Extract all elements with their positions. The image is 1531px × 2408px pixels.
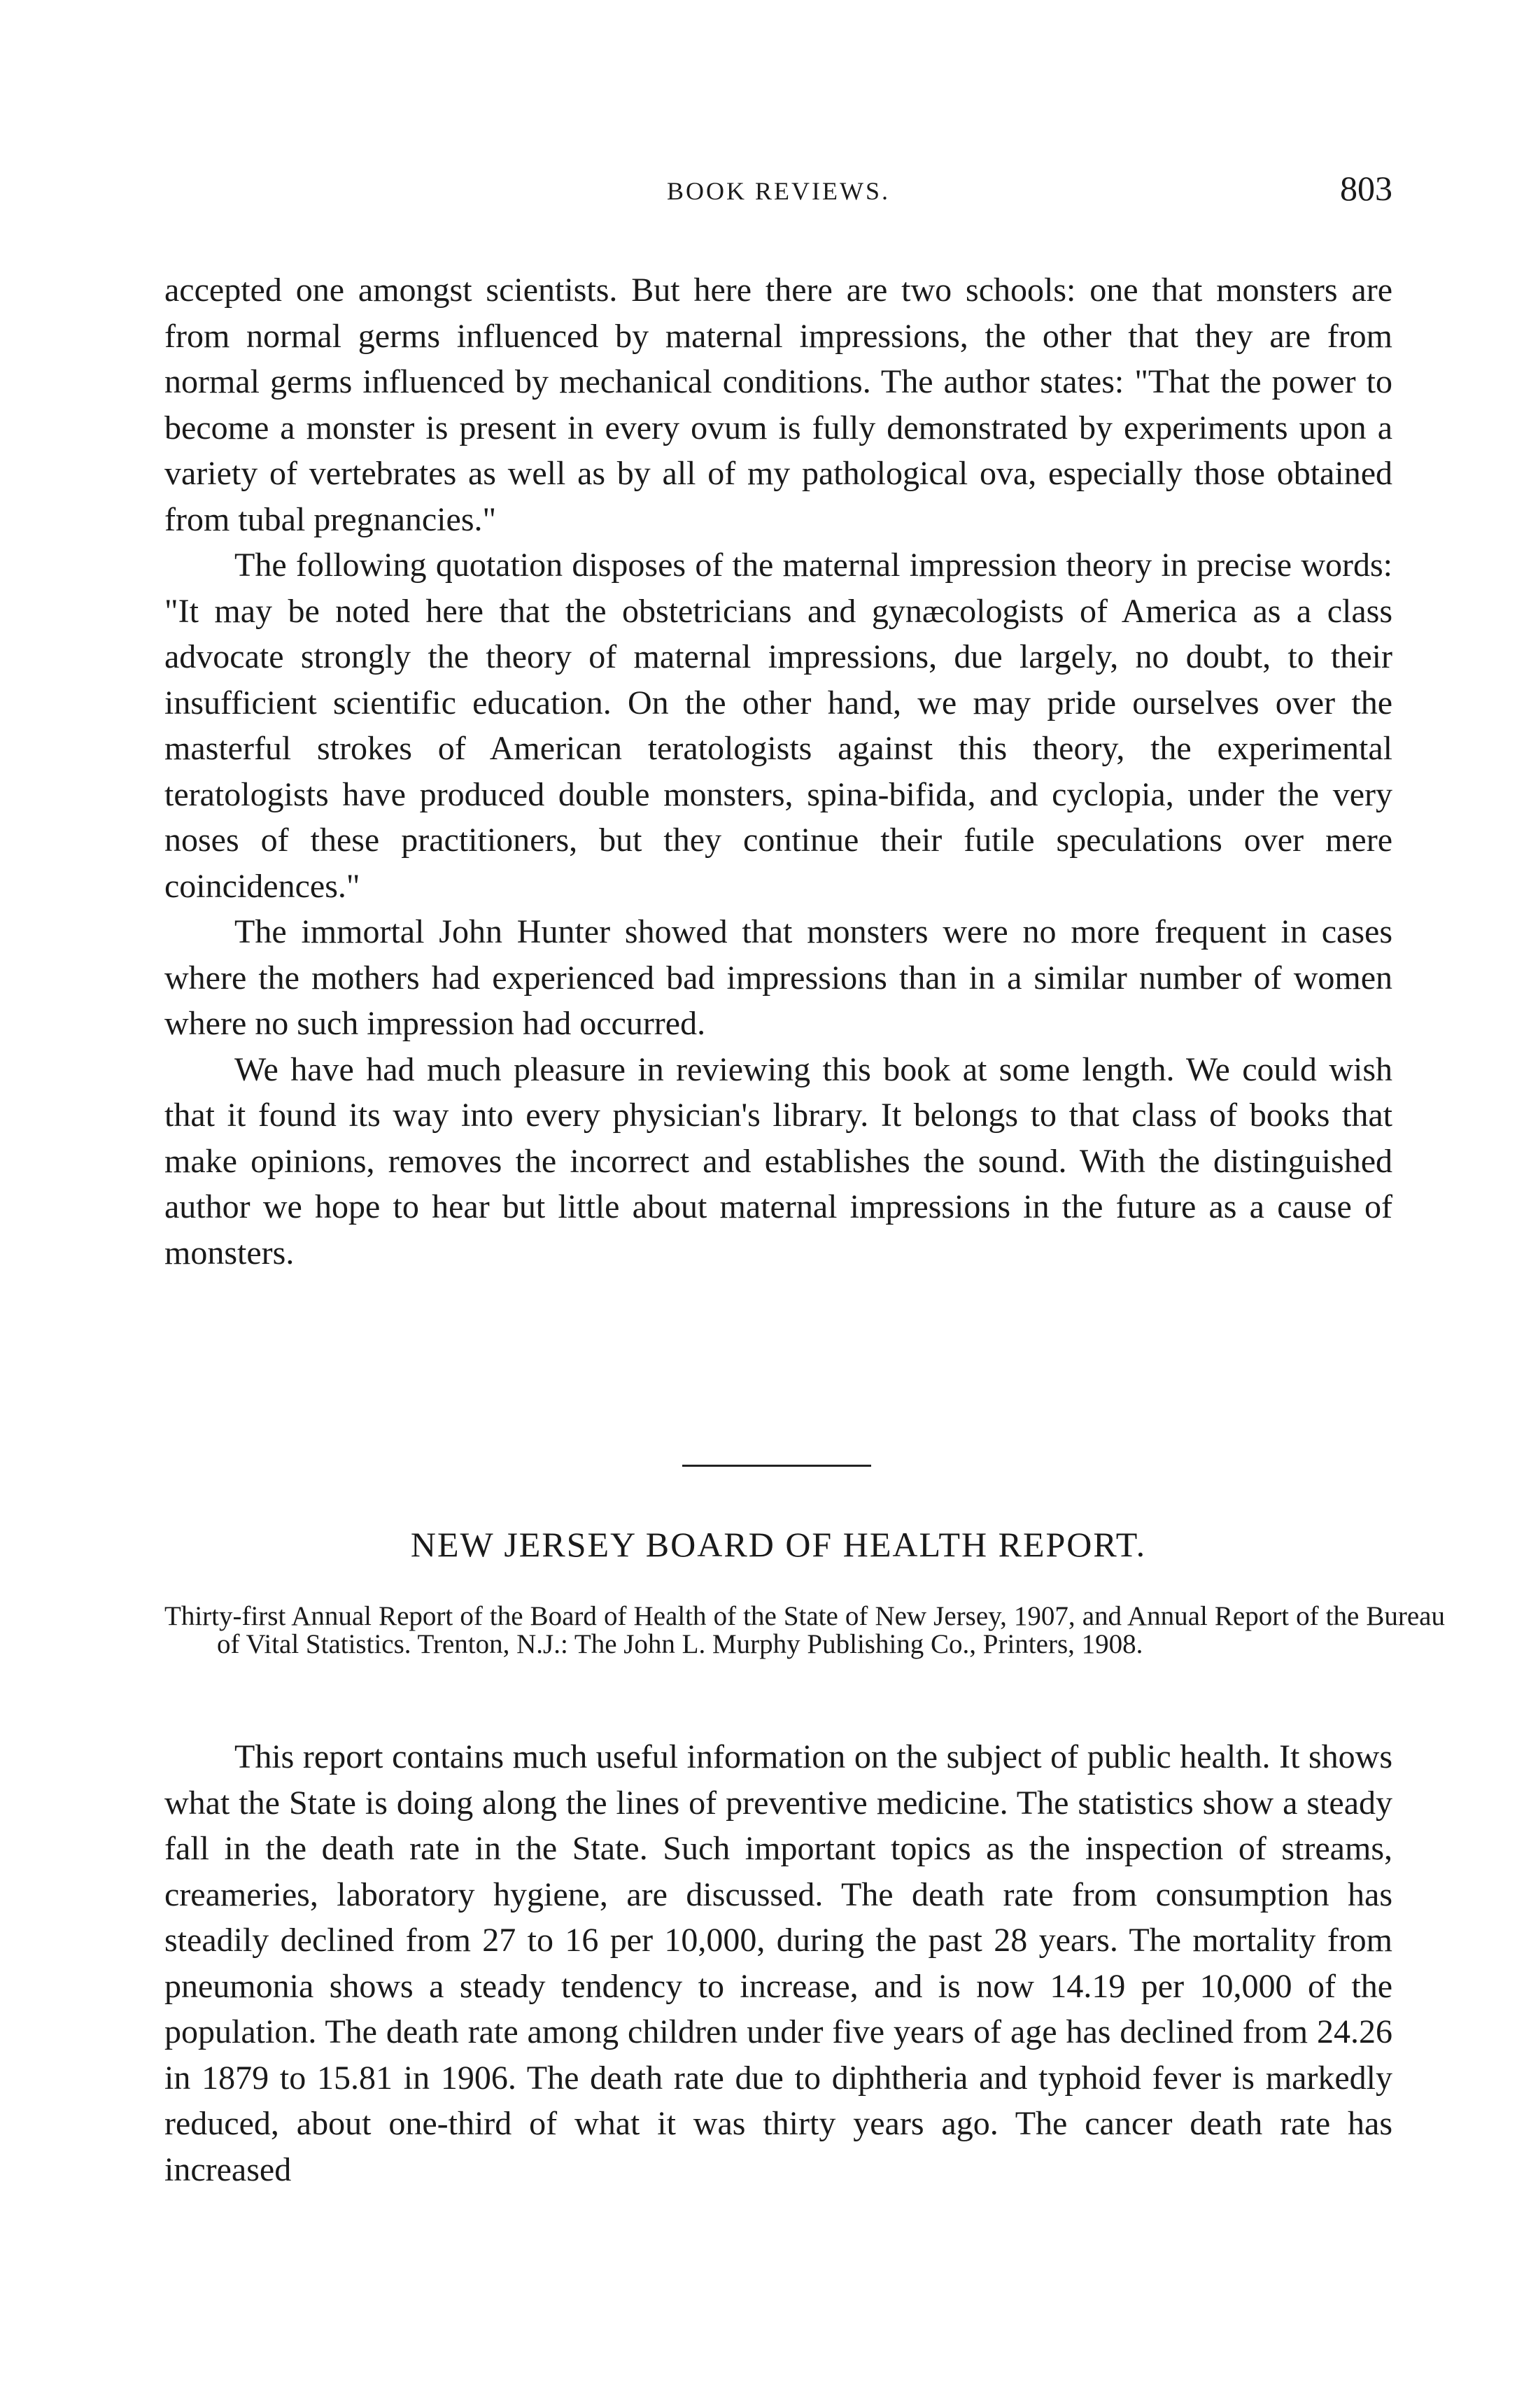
bibliographic-citation: Thirty-first Annual Report of the Board of Health of the State of New Jersey, 1907, and Annual Report of the Bureau of Vital Statistics. Trenton, N.J.: The John L. Murphy Publishing Co., Printers, 1908. (164, 1601, 1445, 1659)
review-one-body (164, 267, 1392, 1276)
running-head (164, 168, 1392, 224)
paragraph: We have had much pleasure in reviewing this book at some length. We could wish that it found its way into every physician's library. It belongs to that class of books that make opinions, removes the incorrect and establishes the sound. With the distinguished author we hope to hear but little about maternal impressions in the future as a cause of monsters. (164, 1050, 1392, 1272)
review-two-body (164, 1734, 1392, 2192)
paragraph: This report contains much useful information on the subject of public health. It shows what the State is doing along the lines of preventive medicine. The statistics show a steady fall in the death rate in the State. Such important topics as the inspection of streams, creameries, laboratory hygiene, are discussed. The death rate from consumption has steadily declined from 27 to 16 per 10,000, during the past 28 years. The mortality from pneumonia shows a steady tendency to increase, and is now 14.19 per 10,000 of the population. The death rate among children under five years of age has declined from 24.26 in 1879 to 15.81 in 1906. The death rate due to diphtheria and typhoid fever is markedly reduced, about one-third of what it was thirty years ago. The cancer death rate has increased (164, 1738, 1392, 2188)
paragraph: The following quotation disposes of the maternal impression theory in precise words: "It may be noted here that the obstetricians and gynæcologists of America as a class advocate strongly the theory of maternal impressions, due largely, no doubt, to their insufficient scientific education. On the other hand, we may pride ourselves over the masterful strokes of American teratologists against this theory, the experimental teratologists have produced double monsters, spina-bifida, and cyclopia, under the very noses of these practitioners, but they continue their futile speculations over mere coincidences." (164, 547, 1392, 905)
page-number: 803 (1340, 169, 1392, 208)
paragraph: The immortal John Hunter showed that monsters were no more frequent in cases where the mothers had experienced bad impressions than in a similar number of women where no such impression had occurred. (164, 913, 1392, 1042)
running-title: BOOK REVIEWS. (667, 177, 890, 205)
section-divider (682, 1465, 871, 1467)
paragraph: accepted one amongst scientists. But here there are two schools: one that monsters are from normal germs influenced by maternal impressions, the other that they are from normal germs influenced by mechanical conditions. The author states: "That the power to become a monster is present in every ovum is fully demonstrated by experiments upon a variety of vertebrates as well as by all of my pathological ova, especially those obtained from tubal pregnancies." (164, 272, 1392, 538)
section-title: NEW JERSEY BOARD OF HEALTH REPORT. (410, 1525, 1147, 1564)
